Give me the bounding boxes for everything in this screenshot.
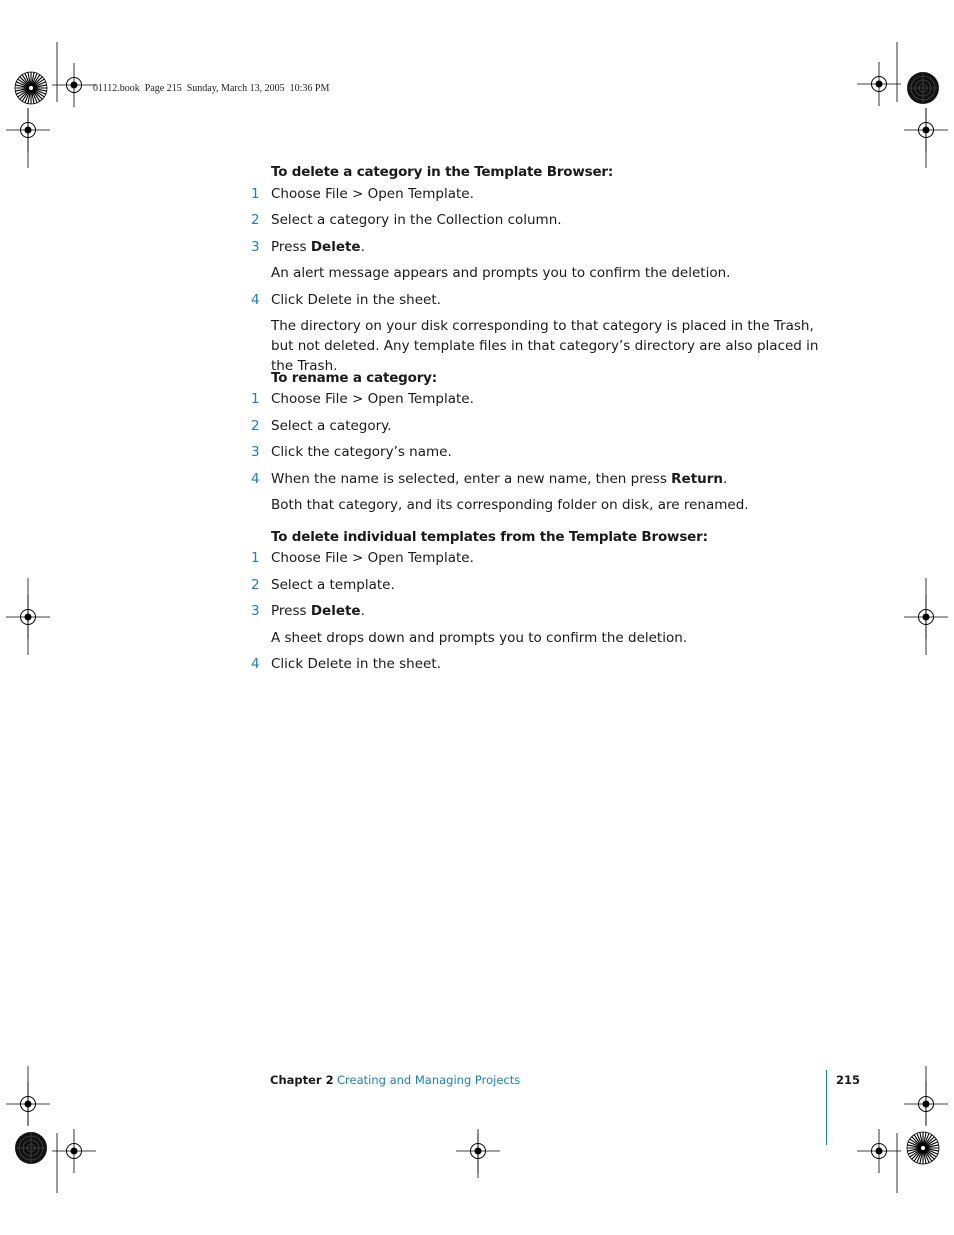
step-text-pre: Press (271, 239, 311, 255)
key-name: Return (671, 471, 724, 487)
step-number: 1 (251, 391, 260, 407)
step-number: 4 (251, 656, 260, 672)
section-heading: To delete individual templates from the Template Browser: (271, 529, 708, 545)
step-text: Choose File > Open Template. (271, 550, 474, 566)
step-text: Select a category. (271, 418, 392, 434)
step-text: Click Delete in the sheet. (271, 656, 441, 672)
step-number: 2 (251, 212, 260, 228)
step-text: Choose File > Open Template. (271, 186, 474, 202)
step-number: 4 (251, 471, 260, 487)
step-number: 3 (251, 444, 260, 460)
step-text-post: . (360, 239, 365, 255)
step-text: Select a category in the Collection column. (271, 212, 562, 228)
step-text-pre: Press (271, 603, 311, 619)
step-text-post: . (723, 471, 728, 487)
section-heading: To rename a category: (271, 370, 437, 386)
step-number: 3 (251, 603, 260, 619)
step-text: Choose File > Open Template. (271, 391, 474, 407)
step-note: A sheet drops down and prompts you to confirm the deletion. (271, 630, 688, 646)
step-number: 2 (251, 577, 260, 593)
step-number: 1 (251, 550, 260, 566)
step-text: Click Delete in the sheet. (271, 292, 441, 308)
step-note: Both that category, and its corresponding folder on disk, are renamed. (271, 497, 749, 513)
step-number: 3 (251, 239, 260, 255)
step-text: Click the category’s name. (271, 444, 452, 460)
step-note: The directory on your disk corresponding to that category is placed in the Trash, but not deleted. Any template files in that category’s directory are also placed in the Trash. (271, 318, 819, 374)
step-text: Select a template. (271, 577, 395, 593)
step-text-post: . (360, 603, 365, 619)
step-number: 2 (251, 418, 260, 434)
key-name: Delete (310, 603, 361, 619)
step-note: An alert message appears and prompts you to confirm the deletion. (271, 265, 731, 281)
step-number: 1 (251, 186, 260, 202)
step-text-pre: When the name is selected, enter a new name, then press (271, 471, 672, 487)
page-number: 215 (836, 1073, 861, 1087)
section-heading: To delete a category in the Template Browser: (271, 164, 614, 180)
step-number: 4 (251, 292, 260, 308)
print-slug: 01112.book Page 215 Sunday, March 13, 2005 10:36 PM (93, 83, 330, 94)
footer-chapter-title: Creating and Managing Projects (337, 1073, 521, 1087)
key-name: Delete (310, 239, 361, 255)
footer-chapter-label: Chapter 2 (270, 1073, 334, 1087)
